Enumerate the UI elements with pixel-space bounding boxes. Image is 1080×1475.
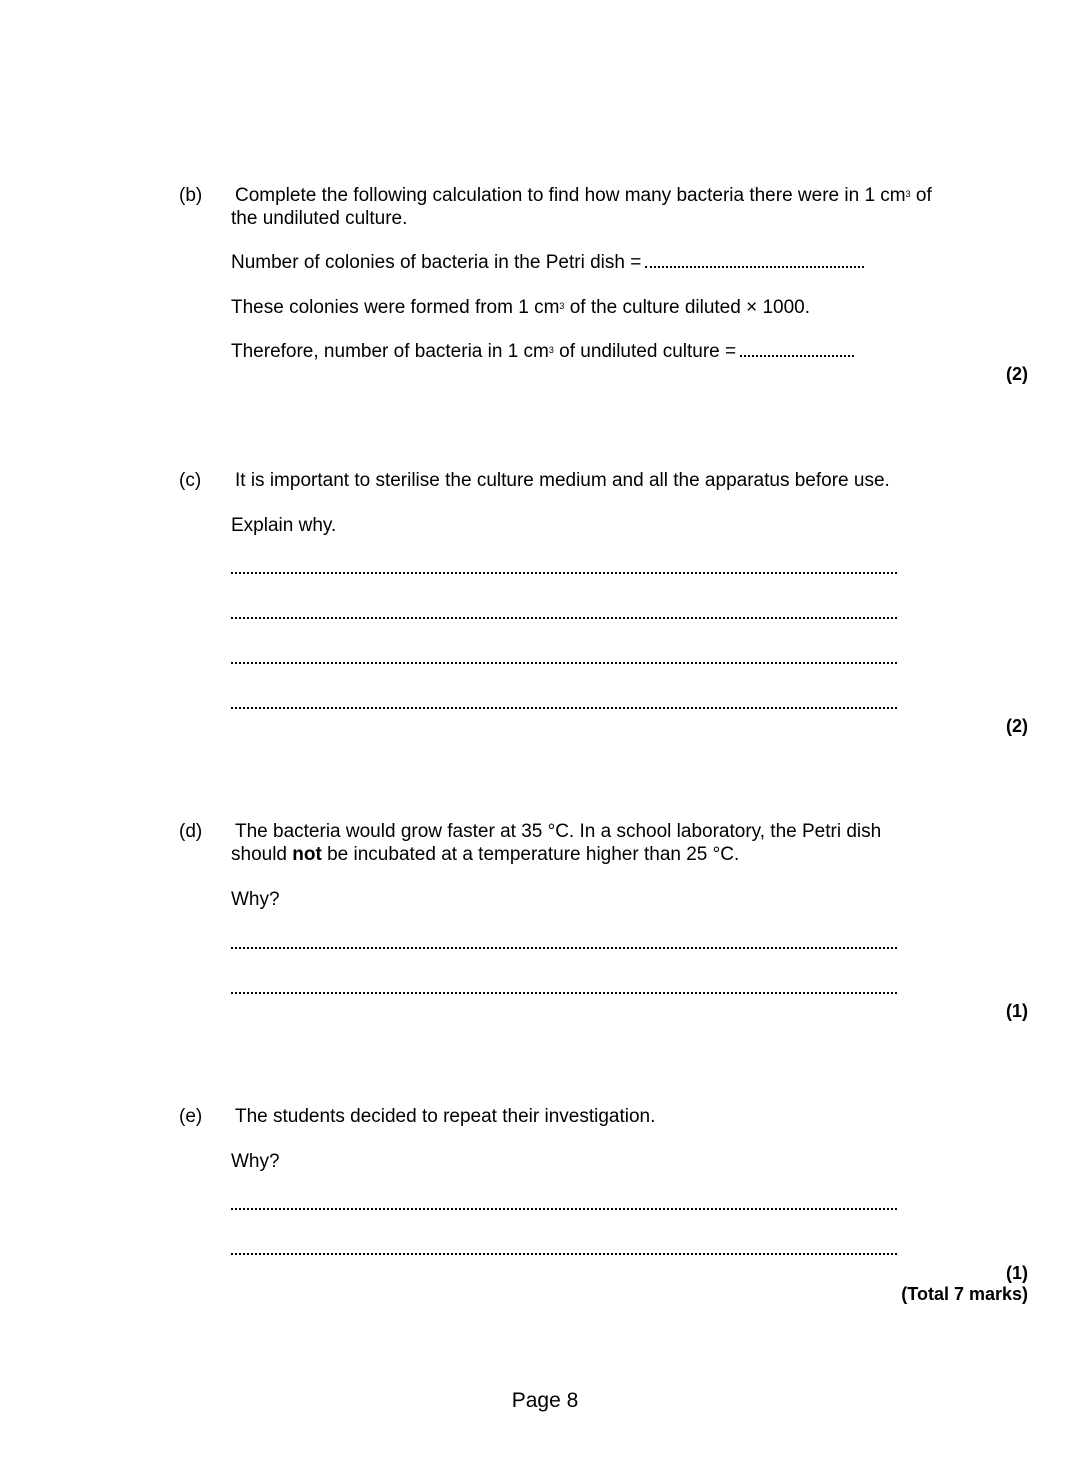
question-label-b: (b)	[179, 185, 203, 206]
total-marks: (Total 7 marks)	[901, 1284, 1028, 1304]
undiluted-answer-line[interactable]	[740, 355, 854, 357]
question-d-text-line1: The bacteria would grow faster at 35 °C. In a school laboratory, the Petri dish	[235, 821, 882, 842]
colonies-answer-line[interactable]	[645, 266, 864, 268]
question-b-text-line2: the undiluted culture.	[231, 208, 408, 229]
answer-line-e2[interactable]	[231, 1253, 897, 1255]
question-e-prompt: Why?	[231, 1151, 280, 1172]
question-c-text: It is important to sterilise the culture medium and all the apparatus before use.	[235, 470, 890, 491]
answer-line-c1[interactable]	[231, 572, 897, 574]
marks-c: (2)	[1006, 716, 1028, 736]
marks-e: (1)	[1006, 1263, 1028, 1283]
question-label-c: (c)	[179, 470, 202, 491]
answer-line-c2[interactable]	[231, 617, 897, 619]
page-number: Page 8	[511, 1389, 579, 1412]
question-label-d: (d)	[179, 821, 203, 842]
question-d-prompt: Why?	[231, 889, 280, 910]
answer-line-c4[interactable]	[231, 707, 897, 709]
answer-line-c3[interactable]	[231, 662, 897, 664]
answer-line-e1[interactable]	[231, 1208, 897, 1210]
answer-line-d2[interactable]	[231, 992, 897, 994]
undiluted-count-row: Therefore, number of bacteria in 1 $cm^3$ of undiluted culture =	[231, 340, 854, 363]
question-d-text-line2: should not be incubated at a temperature higher than 25 °C.	[231, 844, 740, 865]
answer-line-d1[interactable]	[231, 947, 897, 949]
question-e-text: The students decided to repeat their investigation.	[235, 1106, 656, 1127]
question-label-e: (e)	[179, 1106, 203, 1127]
question-b-text-line1: Complete the following calculation to find how many bacteria there were in 1 $cm^3$ of	[235, 185, 932, 206]
marks-b: (2)	[1006, 364, 1028, 384]
marks-d: (1)	[1006, 1001, 1028, 1021]
colonies-count-row: Number of colonies of bacteria in the Petri dish =	[231, 251, 864, 274]
dilution-statement: These colonies were formed from 1 $cm^3$ of the culture diluted × 1000.	[231, 297, 811, 318]
question-c-prompt: Explain why.	[231, 515, 337, 536]
